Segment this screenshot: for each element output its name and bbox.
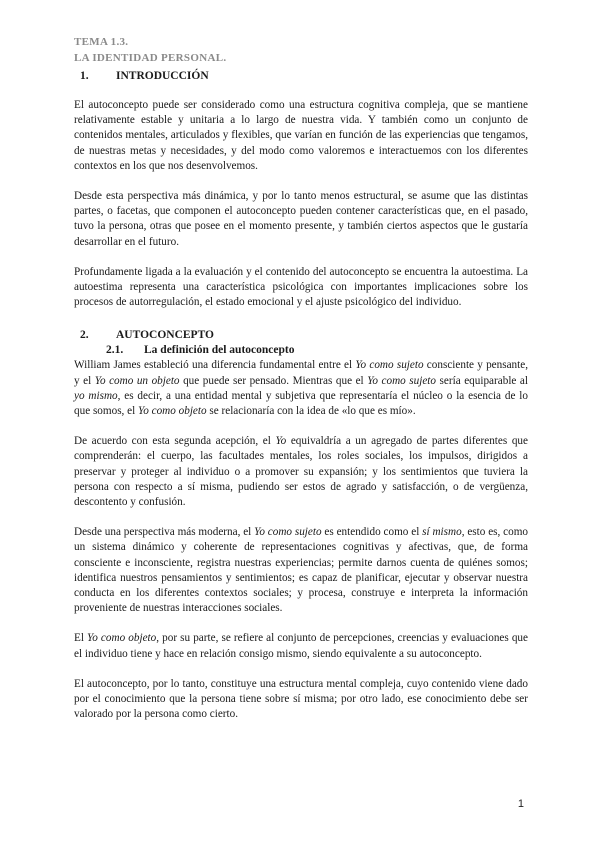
section-title: AUTOCONCEPTO [116,329,214,342]
paragraph-segunda-acepcion: De acuerdo con esta segunda acepción, el Yo equivaldría a un agregado de partes diferentes que comprenderán: el cuerpo, las facultades mentales, los roles sociales, los impulsos, dirigidos a preservar y proteger al individuo o a promover su expansión; y los sentimientos que tuviera la persona con respecto a sí misma, pudiendo ser estos de agrado y satisfacción, o de vergüenza, descontento y confusión. [74,435,528,509]
section-number: 2. [80,329,89,342]
section-number: 1. [80,70,89,82]
paragraph-yo-como-objeto: El Yo como objeto, por su parte, se refiere al conjunto de percepciones, creencias y evaluaciones que el individuo tiene y hace en relación consigo mismo, siendo equivalente a su autoconcepto. [74,632,528,660]
paragraph-intro-2: Desde esta perspectiva más dinámica, y por lo tanto menos estructural, se asume que las distintas partes, o facetas, que componen el autoconcepto pueden contener características que, en el pasado, tuvo la persona, otras que posee en el momento presente, y también ciertos aspectos que le gustaría desarrollar en el futuro. [74,190,528,248]
subsection-title: La definición del autoconcepto [144,344,295,357]
subsection-number: 2.1. [106,344,124,357]
paragraph-intro-3: Profundamente ligada a la evaluación y el contenido del autoconcepto se encuentra la autoestima. La autoestima representa una característica psicológica con importantes implicaciones sobre los procesos de autorregulación, el estado emocional y el ajuste psicológico del individuo. [74,265,528,309]
paragraph-perspectiva-moderna: Desde una perspectiva más moderna, el Yo como sujeto es entendido como el sí mismo, esto es, como un sistema dinámico y coherente de representaciones cognitivas y afectivas, que, de forma consciente e inconsciente, registra nuestras experiencias; permite darnos cuenta de quiénes somos; identifica nuestros pensamientos y sentimientos; es capaz de planificar, ejecutar y observar nuestra conducta en los diferentes contextos sociales; y procesa, construye e interpreta la información proveniente de nuestras interacciones sociales. [74,526,528,615]
page-number: 1 [517,798,524,810]
topic-title: LA IDENTIDAD PERSONAL. [74,52,227,64]
paragraph-intro-1: El autoconcepto puede ser considerado como una estructura cognitiva compleja, que se mantiene relativamente estable y unitaria a lo largo de nuestra vida. Y también como un conjunto de contenidos mentales, articulados y flexibles, que varían en función de las experiencias que tengamos, de nuestras metas y necesidades, y del modo como valoremos e interactuemos con los diferentes contextos en los que nos desenvolvemos. [74,99,528,172]
section-title: INTRODUCCIÓN [116,70,209,82]
topic-number: TEMA 1.3. [74,36,129,48]
paragraph-william-james: William James estableció una diferencia fundamental entre el Yo como sujeto consciente y pensante, y el Yo como un objeto que puede ser pensado. Mientras que el Yo como sujeto sería equiparable al yo mismo, es decir, a una entidad mental y subjetiva que representaría el núcleo o la esencia de lo que somos, el Yo como objeto se relacionaría con la idea de «lo que es mío». [74,359,529,418]
subsection-heading [74,343,528,358]
paragraph-conclusion: El autoconcepto, por lo tanto, constituye una estructura mental compleja, cuyo contenido viene dado por el conocimiento que la persona tiene sobre sí misma; por otro lado, ese conocimiento debe ser valorado por la persona como cierto. [74,677,528,721]
document-page [74,34,528,723]
section-heading-introduccion [74,68,528,84]
section-heading-autoconcepto [74,327,528,343]
